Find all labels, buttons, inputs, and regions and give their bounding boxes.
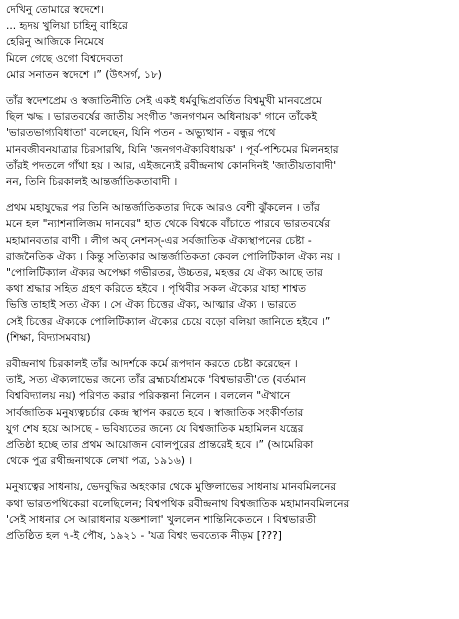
text-line: ভিত্তি তাহাই সত্য ঐক্য । সে ঐক্য চিত্তের ঐক্য, আত্মার ঐক্য । ভারতে <box>6 299 297 312</box>
text-line: সেই চিত্তের ঐক্যকে পোলিটিক্যাল ঐক্যের চেয়ে বড়ো বলিয়া জানিতে হইবে ।” <box>6 315 331 328</box>
citation-line: (শিক্ষা, বিদ্যাসমবায়) <box>6 331 91 344</box>
poem-line: মোর সনাতন স্বদেশে ।” (উৎসর্গ, ১৮) <box>6 68 162 81</box>
text-line: রাজনৈতিক ঐক্য । কিন্তু সত্যিকার আন্তর্জাতিকতা কেবল পোলিটিকাল ঐক্য নয় । <box>6 250 341 263</box>
text-line: কথা ভারতপথিকেরা বলেছিলেন; বিশ্বপথিক রবীন্দ্রনাথ বিশ্বজাতিক মহামানবমিলনের <box>6 497 350 510</box>
text-line: ছিল ঋদ্ধ । ভারতবর্ষের জাতীয় সংগীত 'জনগণমন অধিনায়ক' গানে তাঁকেই <box>6 111 317 124</box>
text-line: 'সেই সাধনার সে আরাধনার যজ্ঞশালা' খুললেন শান্তিনিকেতনে । বিশ্বভারতী <box>6 513 317 526</box>
text-line: মনুষ্যত্বের সাধনায়, ভেদবুদ্ধির অহংকার থেকে মুক্তিলাভের সাধনায় মানবমিলনের <box>6 481 337 494</box>
text-line: তাঁর স্বদেশপ্রেম ও স্বজাতিনীতি সেই একই ধর্মবুদ্ধিপ্রবর্তিত বিশ্বমুখী মানবপ্রেমে <box>6 95 322 108</box>
text-line: সার্বজাতিক মনুষ্যত্বচর্চার কেন্দ্র স্থাপন করতে হবে । স্বাজাতিক সংকীর্ণতার <box>6 406 304 419</box>
text-line: রবীন্দ্রনাথ চিরকালই তাঁর আদর্শকে কর্মে রূপদান করতে চেষ্টা করেছেন । <box>6 358 298 371</box>
text-line: প্রথম মহাযুদ্ধের পর তিনি আন্তর্জাতিকতার দিকে আরও বেশী ঝুঁকলেন । তাঁর <box>6 202 320 215</box>
text-line: প্রতিষ্ঠিত হল ৭-ই পৌষ, ১৯২১ - 'যত্র বিশ্বং ভবত্যেক নীড়ম [???] <box>6 530 282 543</box>
paragraph-gap <box>6 190 451 200</box>
text-line: তাই, সত্য ঐক্যলাভের জন্যে তাঁর ব্রহ্মচর্যাশ্রমকে 'বিশ্বভারতী'তে (বর্তমান <box>6 374 306 387</box>
paragraph-gap <box>6 469 451 479</box>
citation-line: থেকে পুত্র রথীন্দ্রনাথকে লেখা পত্র, ১৯১৬) । <box>6 455 193 468</box>
text-line: মহামানবতার বাণী । লীগ অব্ নেশনস্-এর সর্বজাতিক ঐক্যস্থাপনের চেষ্টা - <box>6 234 312 247</box>
paragraph-gap <box>6 83 451 93</box>
text-line: নন, তিনি চিরকালই আন্তর্জাতিকতাবাদী । <box>6 176 178 189</box>
paragraph-4 <box>6 479 451 544</box>
text-line: কথা শ্রদ্ধার সহিত গ্রহণ করিতে হইবে । পৃথিবীর সকল ঐক্যের যাহা শাশ্বত <box>6 283 307 296</box>
poem-line: মিলে গেছে ওগো বিশ্বদেবতা <box>6 52 123 65</box>
poem-quote <box>6 2 451 83</box>
text-line: "পোলিটিক্যাল ঐক্যর অপেক্ষা গভীরতর, উচ্চতর, মহত্তর যে ঐক্য আছে তার <box>6 267 323 280</box>
paragraph-2 <box>6 200 451 346</box>
text-line: 'ভারতভাগ্যবিধাতা' বলেছেন, যিনি পতন - অভ্যুত্থান - বন্ধুর পথে <box>6 127 276 140</box>
paragraph-gap <box>6 346 451 356</box>
paragraph-1 <box>6 93 451 190</box>
text-line: মানবজীবনযাত্রার চিরসারথি, যিনি 'জনগণঐক্যবিধায়ক' । পূর্ব-পশ্চিমের মিলনহার <box>6 143 339 156</box>
text-line: মনে হল "ন্যাশনালিজম দানবের" হাত থেকে বিশ্বকে বাঁচাতে পারবে ভারতবর্ষের <box>6 218 331 231</box>
text-line: বিশ্ববিদ্যালয় নয়) পরিণত করার পরিকল্পনা নিলেন । বললেন "ঐখানে <box>6 390 291 403</box>
text-line: যুগ শেষ হয়ে আসছে - ভবিষ্যতের জন্যে যে বিশ্বজাতিক মহামিলন যন্ত্রের <box>6 422 304 435</box>
text-line: প্রতিষ্ঠা হচ্ছে তার প্রথম আয়োজন বোলপুরের প্রান্তরেই হবে ।” (আমেরিকা <box>6 439 314 452</box>
poem-line: হেরিনু আজিকে নিমেষে <box>6 36 104 49</box>
poem-line: ... হৃদয় খুলিয়া চাহিনু বাহিরে <box>6 20 128 33</box>
paragraph-3 <box>6 356 451 469</box>
poem-line: দেখিনু তোমারে স্বদেশে। <box>6 4 104 16</box>
text-line: তাঁরই পদতলে গাঁথা হয় । আর, এইজন্যেই রবীন্দ্রনাথ কোনদিনই 'জাতীয়তাবাদী' <box>6 159 337 172</box>
